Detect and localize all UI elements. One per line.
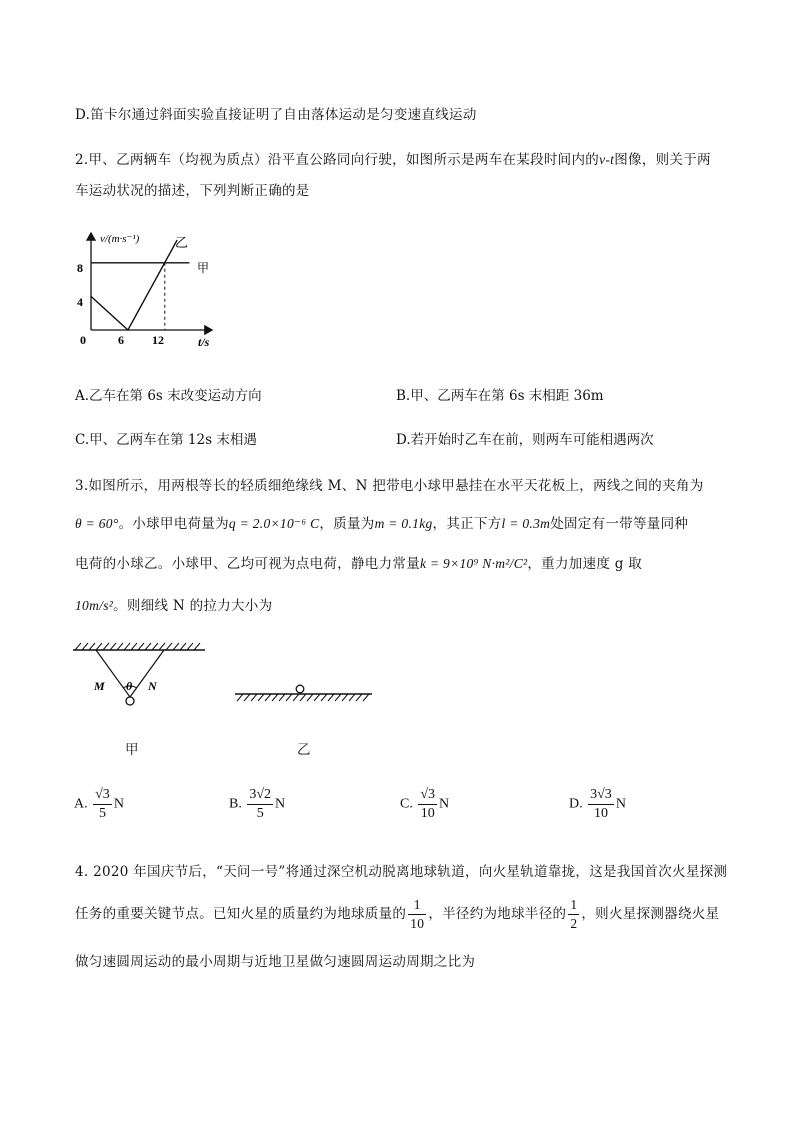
- q2-vt-symbol: v-t: [599, 152, 615, 167]
- q3-option-d-num: 3√3: [588, 786, 614, 805]
- q3-text-b: 。小球甲电荷量为: [118, 516, 229, 532]
- q3-length-value: l = 0.3m: [501, 516, 551, 531]
- q4-frac2-den: 2: [570, 916, 578, 931]
- q4-frac1-num: 1: [408, 896, 426, 915]
- q3-stem-line1: 3.如图所示，用两根等长的轻质细绝缘线 M、N 把带电小球甲悬挂在水平天花板上，两线之间的夹角为: [75, 478, 704, 494]
- x-tick-6: 6: [118, 333, 124, 347]
- label-m: M: [94, 679, 105, 693]
- q3-option-a-den: 5: [98, 806, 106, 821]
- q3-option-b-letter: B.: [229, 796, 242, 812]
- q4-frac1-den: 10: [410, 916, 425, 931]
- q4-text-2a: 任务的重要关键节点。已知火星的质量约为地球质量的: [75, 906, 407, 922]
- q2-stem-text-a: 2.甲、乙两辆车（均视为质点）沿平直公路同向行驶，如图所示是两车在某段时间内的: [75, 152, 600, 168]
- q3-text-3b: ，重力加速度 g 取: [527, 556, 643, 572]
- q3-figure-jia: [70, 640, 215, 720]
- q3-option-d-den: 10: [593, 806, 608, 821]
- q3-option-b-den: 5: [256, 806, 264, 821]
- q3-stem-line2: [75, 512, 688, 532]
- q3-text-c: ，质量为: [319, 516, 375, 532]
- q4-stem-line3: 做匀速圆周运动的最小周期与近地卫星做匀速圆周运动周期之比为: [75, 954, 476, 970]
- q3-option-a: [74, 786, 124, 823]
- y-tick-8: 8: [77, 261, 83, 275]
- q2-option-a: A.乙车在第 6s 末改变运动方向: [75, 388, 262, 404]
- y-axis-label: v/(m·s⁻¹): [100, 233, 140, 245]
- q3-text-3a: 电荷的小球乙。小球甲、乙均可视为点电荷，静电力常量: [75, 556, 420, 572]
- q3-option-c-unit: N: [439, 796, 450, 812]
- q2-option-d: D.若开始时乙车在前，则两车可能相遇两次: [396, 432, 654, 448]
- q4-stem-line2: [75, 896, 719, 933]
- fig-label-yi: 乙: [297, 742, 311, 758]
- ceiling-hatch: [75, 643, 200, 650]
- q3-option-a-letter: A.: [74, 796, 88, 812]
- q2-option-b: B.甲、乙两车在第 6s 末相距 36m: [396, 388, 604, 404]
- fig-label-jia: 甲: [125, 742, 139, 758]
- q3-option-a-unit: N: [113, 796, 124, 812]
- q4-frac2-num: 1: [568, 896, 579, 915]
- q3-option-b-num: 3√2: [247, 786, 273, 805]
- q3-stem-line3: [75, 552, 642, 572]
- y-tick-4: 4: [77, 295, 83, 309]
- thread-n: [130, 650, 164, 697]
- series-label-jia: 甲: [197, 261, 210, 275]
- q3-option-d: [569, 786, 626, 823]
- label-n: N: [148, 679, 157, 693]
- floor-hatch: [237, 694, 369, 701]
- x-axis-label: t/s: [198, 335, 210, 349]
- q4-text-2b: ，半径约为地球半径的: [428, 906, 567, 922]
- q3-figure-yi: [230, 682, 375, 708]
- q3-option-c-den: 10: [420, 806, 435, 821]
- q4-stem-line1: 4. 2020 年国庆节后，“天问一号”将通过深空机动脱离地球轨道，向火星轨道靠拢，这是我国首次火星探测: [75, 864, 728, 880]
- vt-chart: [72, 228, 232, 353]
- q3-option-d-unit: N: [615, 796, 626, 812]
- q3-option-c: [400, 786, 449, 823]
- q3-option-b: [229, 786, 285, 823]
- q2-stem-line1: [75, 148, 711, 168]
- x-tick-0: 0: [80, 333, 86, 347]
- q3-g-value: 10m/s²: [75, 598, 114, 613]
- q3-charge-value: q = 2.0×10⁻⁶ C: [228, 516, 320, 531]
- q3-theta-value: θ = 60°: [75, 516, 119, 531]
- q3-text-d: ，其正下方: [432, 516, 502, 532]
- q3-option-d-letter: D.: [569, 796, 583, 812]
- q2-option-c: C.甲、乙两车在第 12s 末相遇: [75, 432, 257, 448]
- q3-option-a-num: √3: [93, 786, 112, 805]
- series-line-yi: [91, 240, 177, 330]
- q1-option-d: D.笛卡尔通过斜面实验直接证明了自由落体运动是匀变速直线运动: [75, 107, 477, 123]
- ball-jia: [126, 697, 134, 705]
- q3-stem-line4: [75, 594, 272, 614]
- q2-stem-text-b: 图像，则关于两: [614, 152, 711, 168]
- label-theta: θ: [126, 679, 133, 693]
- q3-option-c-letter: C.: [400, 796, 413, 812]
- q2-stem-line2: 车运动状况的描述，下列判断正确的是: [75, 183, 310, 199]
- series-label-yi: 乙: [175, 235, 189, 250]
- q3-option-b-unit: N: [275, 796, 286, 812]
- x-tick-12: 12: [152, 333, 164, 347]
- ball-yi: [296, 685, 304, 693]
- q4-text-2c: ，则火星探测器绕火星: [581, 906, 720, 922]
- q3-text-e: 处固定有一带等量同种: [550, 516, 689, 532]
- q3-k-value: k = 9×10⁹ N·m²/C²: [420, 556, 528, 571]
- q3-mass-value: m = 0.1kg: [374, 516, 433, 531]
- q3-option-c-num: √3: [418, 786, 437, 805]
- q3-text-4b: 。则细线 N 的拉力大小为: [113, 598, 273, 614]
